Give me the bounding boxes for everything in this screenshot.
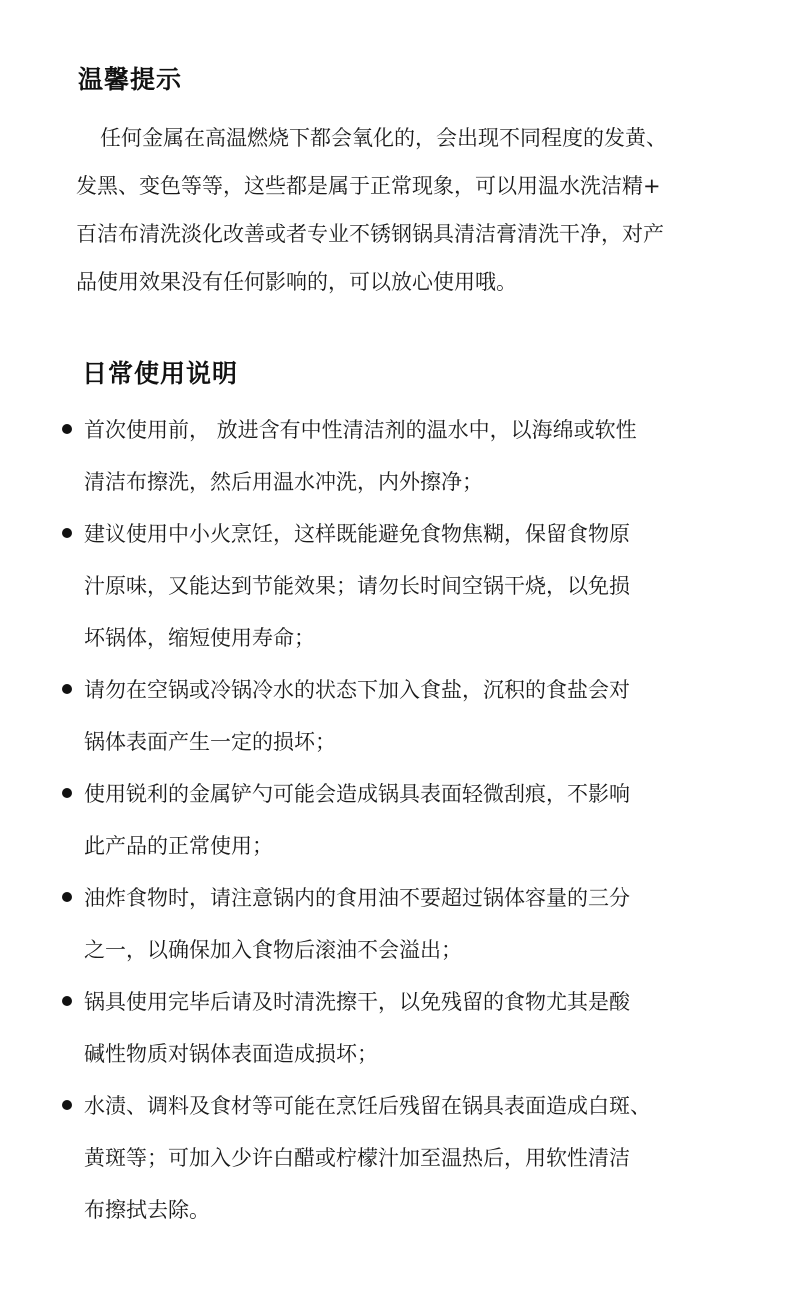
usage-item — [62, 1080, 762, 1236]
bullet-dot-icon — [62, 788, 72, 798]
tips-title: 温馨提示 — [78, 65, 183, 94]
bullet-dot-icon — [62, 892, 72, 902]
usage-line: 首次使用前， 放进含有中性清洁剂的温水中，以海绵或软性 — [84, 418, 637, 442]
usage-line: 水渍、调料及食材等可能在烹饪后残留在锅具表面造成白斑、 — [84, 1094, 651, 1118]
usage-line: 布擦拭去除。 — [84, 1198, 210, 1222]
usage-line: 锅体表面产生一定的损坏； — [84, 730, 336, 754]
usage-item — [62, 404, 762, 508]
usage-title: 日常使用说明 — [82, 359, 239, 388]
usage-item — [62, 872, 762, 976]
usage-list — [62, 404, 762, 1236]
usage-line: 使用锐利的金属铲勺可能会造成锅具表面轻微刮痕，不影响 — [84, 782, 630, 806]
usage-item — [62, 976, 762, 1080]
bullet-dot-icon — [62, 996, 72, 1006]
usage-line: 坏锅体，缩短使用寿命； — [84, 626, 315, 650]
usage-line: 黄斑等；可加入少许白醋或柠檬汁加至温热后，用软性清洁 — [84, 1146, 630, 1170]
usage-line: 建议使用中小火烹饪，这样既能避免食物焦糊，保留食物原 — [84, 522, 630, 546]
usage-line: 油炸食物时，请注意锅内的食用油不要超过锅体容量的三分 — [84, 886, 630, 910]
tips-line: 发黑、变色等等，这些都是属于正常现象，可以用温水洗洁精+ — [76, 174, 661, 198]
usage-item — [62, 768, 762, 872]
tips-line: 百洁布清洗淡化改善或者专业不锈钢锅具清洁膏清洗干净，对产 — [76, 222, 664, 246]
usage-line: 清洁布擦洗，然后用温水冲洗，内外擦净； — [84, 470, 483, 494]
usage-line: 汁原味，又能达到节能效果；请勿长时间空锅干烧，以免损 — [84, 574, 630, 598]
tips-line: 任何金属在高温燃烧下都会氧化的，会出现不同程度的发黄、 — [100, 126, 667, 150]
usage-line: 之一，以确保加入食物后滚油不会溢出； — [84, 938, 462, 962]
bullet-dot-icon — [62, 424, 72, 434]
usage-line: 锅具使用完毕后请及时清洗擦干，以免残留的食物尤其是酸 — [84, 990, 630, 1014]
tips-line: 品使用效果没有任何影响的，可以放心使用哦。 — [76, 270, 517, 294]
bullet-dot-icon — [62, 528, 72, 538]
tips-paragraph — [76, 114, 756, 306]
usage-line: 请勿在空锅或冷锅冷水的状态下加入食盐，沉积的食盐会对 — [84, 678, 630, 702]
usage-item — [62, 508, 762, 664]
bullet-dot-icon — [62, 1100, 72, 1110]
usage-line: 碱性物质对锅体表面造成损坏； — [84, 1042, 378, 1066]
bullet-dot-icon — [62, 684, 72, 694]
usage-line: 此产品的正常使用； — [84, 834, 273, 858]
usage-item — [62, 664, 762, 768]
